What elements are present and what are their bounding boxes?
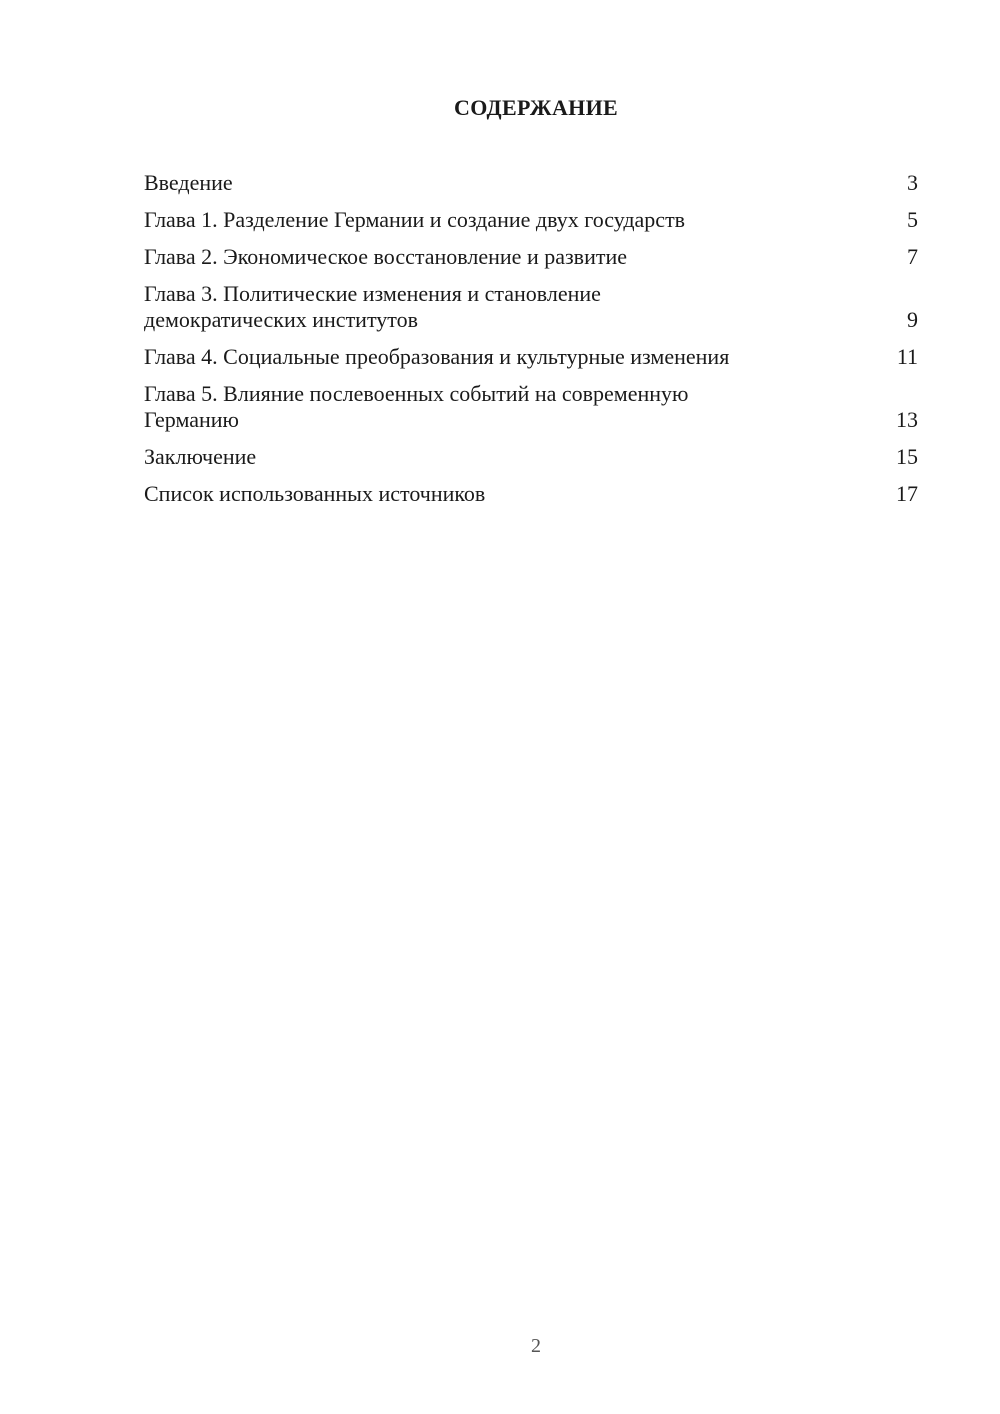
toc-entry-conclusion[interactable] bbox=[144, 444, 918, 470]
table-of-contents bbox=[144, 170, 918, 518]
toc-entry-label: Список использованных источников bbox=[144, 481, 486, 506]
toc-entry-label: Глава 2. Экономическое восстановление и развитие bbox=[144, 244, 627, 269]
toc-entry-label: Заключение bbox=[144, 444, 257, 469]
toc-entry-chapter-1[interactable] bbox=[144, 207, 918, 233]
toc-entry-chapter-5[interactable] bbox=[144, 381, 918, 433]
toc-entry-introduction[interactable] bbox=[144, 170, 918, 196]
toc-entry-chapter-2[interactable] bbox=[144, 244, 918, 270]
toc-entry-label: Глава 1. Разделение Германии и создание двух государств bbox=[144, 207, 686, 232]
toc-entry-label: Глава 5. Влияние послевоенных событий на современную Германию bbox=[144, 381, 689, 432]
toc-entry-page: 9 bbox=[907, 307, 918, 332]
page-number: 2 bbox=[531, 1335, 541, 1357]
toc-entry-page: 11 bbox=[896, 344, 918, 369]
toc-entry-page: 7 bbox=[907, 244, 918, 269]
toc-entry-chapter-4[interactable] bbox=[144, 344, 918, 370]
toc-entry-page: 17 bbox=[896, 481, 918, 506]
toc-entry-chapter-3[interactable] bbox=[144, 281, 918, 333]
toc-title: СОДЕРЖАНИЕ bbox=[454, 95, 618, 120]
toc-entry-references[interactable] bbox=[144, 481, 918, 507]
toc-entry-page: 13 bbox=[896, 407, 918, 432]
toc-entry-label: Глава 4. Социальные преобразования и культурные изменения bbox=[144, 344, 730, 369]
toc-entry-label: Введение bbox=[144, 170, 233, 195]
toc-entry-label: Глава 3. Политические изменения и становление демократических институтов bbox=[144, 281, 601, 332]
toc-entry-page: 3 bbox=[907, 170, 918, 195]
toc-entry-page: 15 bbox=[896, 444, 918, 469]
toc-entry-page: 5 bbox=[907, 207, 918, 232]
